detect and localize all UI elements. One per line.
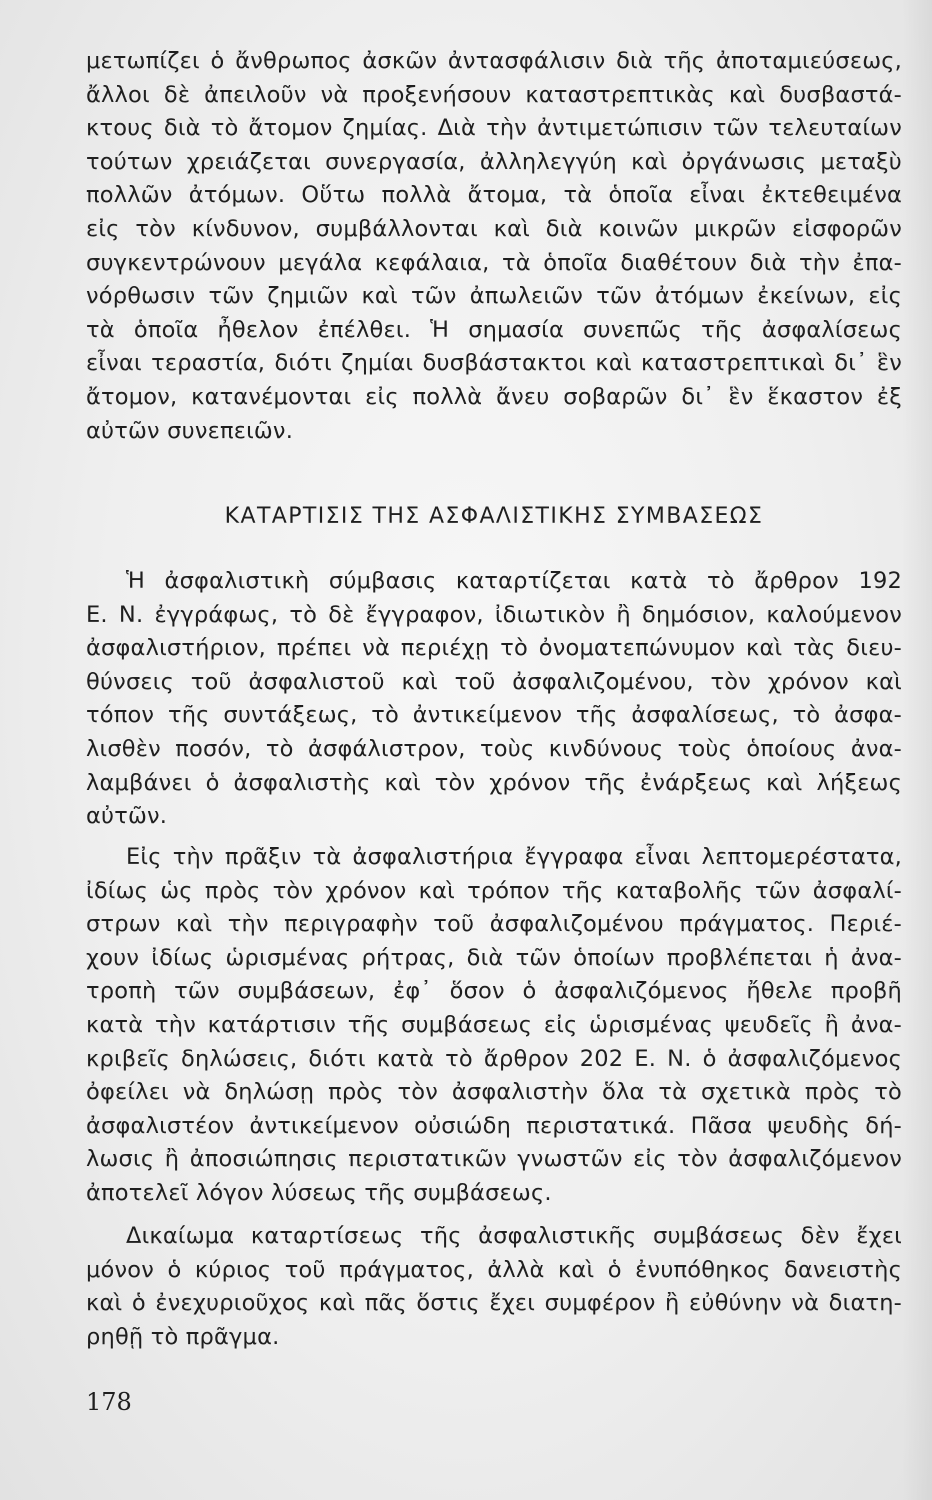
paragraph-3 <box>86 841 902 1211</box>
text-line: λαμβάνει ὁ ἀσφαλιστὴς καὶ τὸν χρόνον τῆς ἐνάρξεως καὶ λήξεως <box>86 769 902 796</box>
text-line: ἄλλοι δὲ ἀπειλοῦν νὰ προξενήσουν καταστρεπτικὰς καὶ δυσβαστά- <box>86 81 902 108</box>
text-line: ἄτομον, κατανέμονται εἰς πολλὰ ἄνευ σοβαρῶν δι᾽ ἓν ἕκαστον ἐξ <box>86 383 902 410</box>
paragraph-2 <box>86 565 902 834</box>
text-line: πολλῶν ἀτόμων. Οὕτω πολλὰ ἄτομα, τὰ ὁποῖα εἶναι ἐκτεθειμένα <box>86 182 902 209</box>
text-line: ρηθῇ τὸ πρᾶγμα. <box>86 1323 280 1350</box>
text-line: μόνον ὁ κύριος τοῦ πράγματος, ἀλλὰ καὶ ὁ ἐνυπόθηκος δανειστὴς <box>86 1256 902 1283</box>
text-line: καὶ ὁ ἐνεχυριοῦχος καὶ πᾶς ὅστις ἔχει συμφέρον ἢ εὐθύνην νὰ διατη- <box>86 1290 902 1317</box>
text-line: Ἡ ἀσφαλιστικὴ σύμβασις καταρτίζεται κατὰ τὸ ἄρθρον 192 <box>126 568 902 594</box>
text-line: λισθὲν ποσόν, τὸ ἀσφάλιστρον, τοὺς κινδύνους τοὺς ὁποίους ἀνα- <box>86 735 902 762</box>
text-line: συγκεντρώνουν μεγάλα κεφάλαια, τὰ ὁποῖα διαθέτουν διὰ τὴν ἐπα- <box>86 249 902 276</box>
page-edge-shadow <box>902 0 932 1500</box>
text-line: λωσις ἢ ἀποσιώπησις περιστατικῶν γνωστῶν εἰς τὸν ἀσφαλιζόμενον <box>86 1146 902 1173</box>
text-line: νόρθωσιν τῶν ζημιῶν καὶ τῶν ἀπωλειῶν τῶν ἀτόμων ἐκείνων, εἰς <box>86 283 902 310</box>
text-line: τὰ ὁποῖα ἦθελον ἐπέλθει. Ἡ σημασία συνεπῶς τῆς ἀσφαλίσεως <box>86 316 902 343</box>
text-line: μετωπίζει ὁ ἄνθρωπος ἀσκῶν ἀντασφάλισιν διὰ τῆς ἀποταμιεύσεως, <box>86 48 902 74</box>
text-line: κατὰ τὴν κατάρτισιν τῆς συμβάσεως εἰς ὡρισμένας ψευδεῖς ἢ ἀνα- <box>86 1011 902 1038</box>
paragraph-4 <box>86 1220 902 1354</box>
text-line: ἀσφαλιστήριον, πρέπει νὰ περιέχῃ τὸ ὀνοματεπώνυμον καὶ τὰς διευ- <box>86 635 902 662</box>
text-line: στρων καὶ τὴν περιγραφὴν τοῦ ἀσφαλιζομένου πράγματος. Περιέ- <box>86 911 902 938</box>
text-line: αὐτῶν. <box>86 803 168 830</box>
paragraph-1 <box>86 45 902 448</box>
text-line: τόπον τῆς συντάξεως, τὸ ἀντικείμενον τῆς ἀσφαλίσεως, τὸ ἀσφα- <box>86 702 902 729</box>
text-line: Εἰς τὴν πρᾶξιν τὰ ἀσφαλιστήρια ἔγγραφα εἶναι λεπτομερέστατα, <box>126 844 902 870</box>
text-line: ἰδίως ὡς πρὸς τὸν χρόνον καὶ τρόπον τῆς καταβολῆς τῶν ἀσφαλί- <box>86 877 902 904</box>
text-line: ἀσφαλιστέον ἀντικείμενον οὐσιώδη περιστατικά. Πᾶσα ψευδὴς δή- <box>86 1112 902 1139</box>
text-line: τούτων χρειάζεται συνεργασία, ἀλληλεγγύη καὶ ὀργάνωσις μεταξὺ <box>86 148 902 175</box>
text-line: Ε. Ν. ἐγγράφως, τὸ δὲ ἔγγραφον, ἰδιωτικὸν ἢ δημόσιον, καλούμενον <box>86 601 902 628</box>
text-line: τροπὴ τῶν συμβάσεων, ἐφ᾽ ὅσον ὁ ἀσφαλιζόμενος ἤθελε προβῆ <box>86 978 902 1005</box>
text-line: ἀποτελεῖ λόγον λύσεως τῆς συμβάσεως. <box>86 1179 552 1206</box>
text-line: Δικαίωμα καταρτίσεως τῆς ἀσφαλιστικῆς συμβάσεως δὲν ἔχει <box>126 1223 902 1249</box>
text-line: θύνσεις τοῦ ἀσφαλιστοῦ καὶ τοῦ ἀσφαλιζομένου, τὸν χρόνον καὶ <box>86 668 902 695</box>
text-line: ὀφείλει νὰ δηλώσῃ πρὸς τὸν ἀσφαλιστὴν ὅλα τὰ σχετικὰ πρὸς τὸ <box>86 1079 902 1106</box>
section-heading: ΚΑΤΑΡΤΙΣΙΣ ΤΗΣ ΑΣΦΑΛΙΣΤΙΚΗΣ ΣΥΜΒΑΣΕΩΣ <box>224 504 764 529</box>
text-line: εἶναι τεραστία, διότι ζημίαι δυσβάστακτοι καὶ καταστρεπτικαὶ δι᾽ ἓν <box>86 350 902 377</box>
text-line: κτους διὰ τὸ ἄτομον ζημίας. Διὰ τὴν ἀντιμετώπισιν τῶν τελευταίων <box>86 115 902 142</box>
text-line: αὐτῶν συνεπειῶν. <box>86 417 294 444</box>
page-number: 178 <box>86 1388 132 1416</box>
text-line: εἰς τὸν κίνδυνον, συμβάλλονται καὶ διὰ κοινῶν μικρῶν εἰσφορῶν <box>86 215 902 242</box>
text-line: χουν ἰδίως ὡρισμένας ρήτρας, διὰ τῶν ὁποίων προβλέπεται ἡ ἀνα- <box>86 944 902 971</box>
text-line: κριβεῖς δηλώσεις, διότι κατὰ τὸ ἄρθρον 202 Ε. Ν. ὁ ἀσφαλιζόμενος <box>86 1045 902 1072</box>
